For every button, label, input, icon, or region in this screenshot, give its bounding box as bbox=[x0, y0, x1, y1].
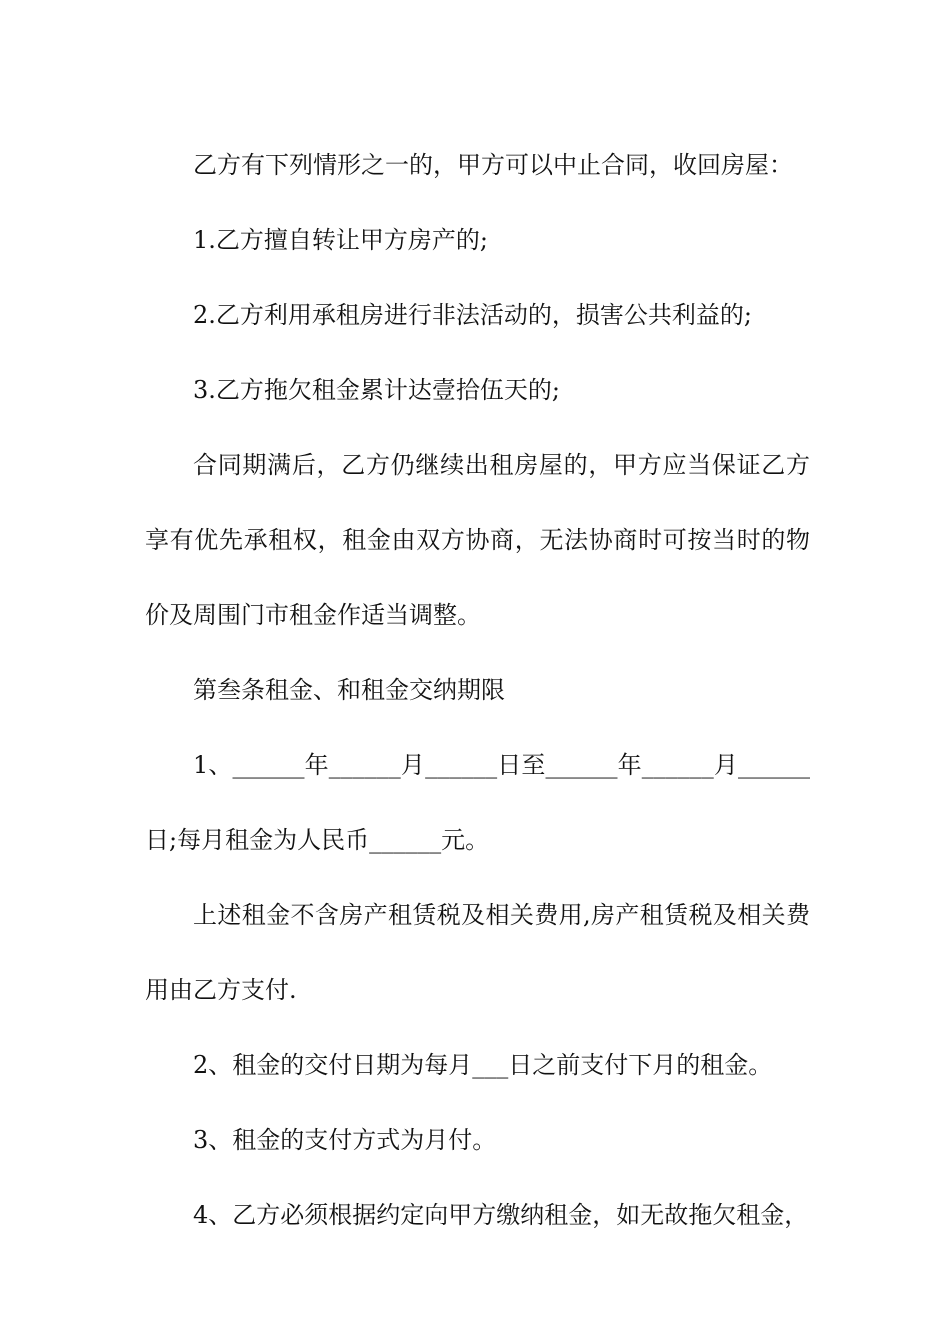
section-heading-rent: 第叁条租金、和租金交纳期限 bbox=[193, 676, 505, 704]
paragraph-rent-taxes: 上述租金不含房产租赁税及相关费用,房产租赁税及相关费用由乙方支付. bbox=[145, 901, 810, 1004]
document-body bbox=[145, 128, 810, 1253]
paragraph-payment-method: 3、租金的支付方式为月付。 bbox=[193, 1126, 497, 1154]
paragraph-rent-period: 1、______年______月______日至______年______月______日;每月租金为人民币______元。 bbox=[145, 751, 810, 854]
paragraph-renewal-priority: 合同期满后，乙方仍继续出租房屋的，甲方应当保证乙方享有优先承租权，租金由双方协商，无法协商时可按当时的物价及周围门市租金作适当调整。 bbox=[145, 451, 810, 629]
paragraph-condition-3: 3.乙方拖欠租金累计达壹拾伍天的; bbox=[193, 376, 560, 404]
paragraph-payment-obligation: 4、乙方必须根据约定向甲方缴纳租金，如无故拖欠租金， bbox=[193, 1201, 809, 1229]
paragraph-termination-conditions: 乙方有下列情形之一的，甲方可以中止合同，收回房屋： bbox=[193, 151, 793, 179]
paragraph-payment-date: 2、租金的交付日期为每月___日之前支付下月的租金。 bbox=[193, 1051, 773, 1079]
paragraph-condition-1: 1.乙方擅自转让甲方房产的; bbox=[193, 226, 488, 254]
paragraph-condition-2: 2.乙方利用承租房进行非法活动的，损害公共利益的; bbox=[193, 301, 752, 329]
